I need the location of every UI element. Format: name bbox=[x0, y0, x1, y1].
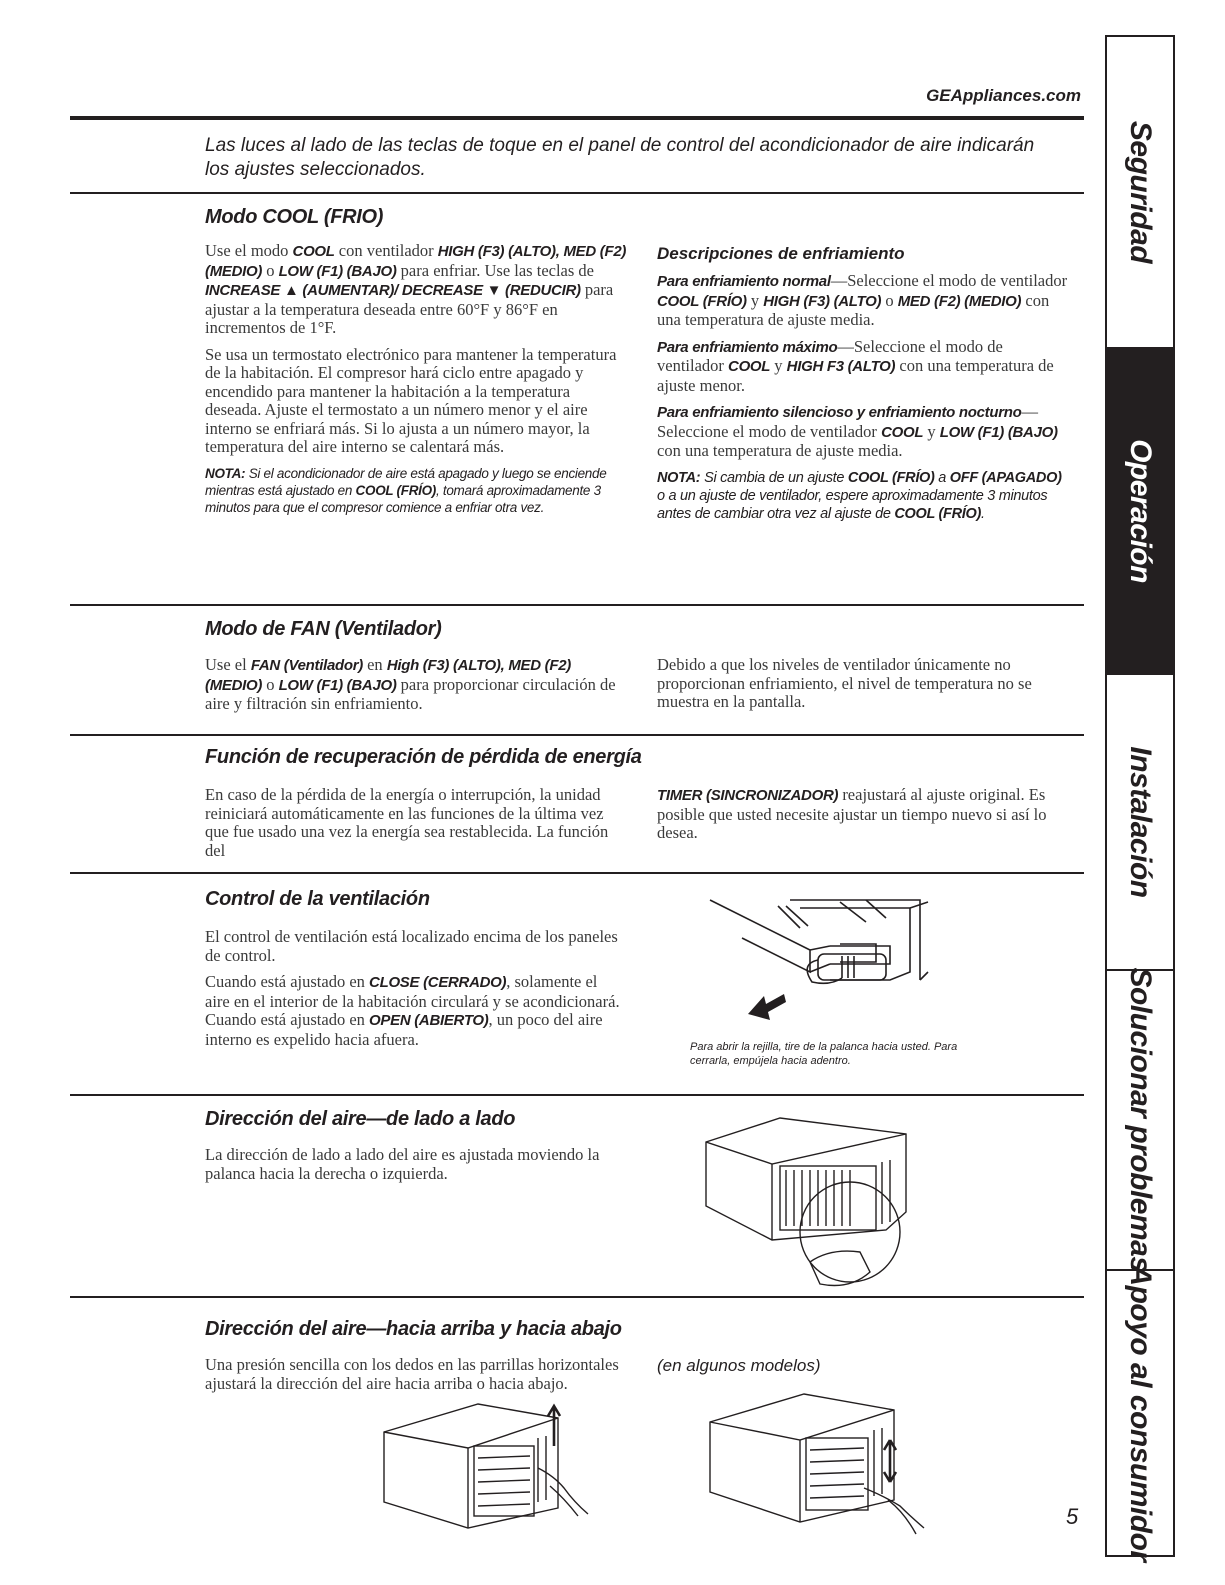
vent-lever-illustration bbox=[690, 886, 950, 1026]
ac-updown-illustration-2 bbox=[704, 1388, 934, 1538]
site-url: GEAppliances.com bbox=[926, 86, 1081, 105]
updown-body: Una presión sencilla con los dedos en las parrillas horizontales ajustará la dirección del aire hacia arriba o hacia abajo. bbox=[205, 1355, 619, 1393]
divider bbox=[70, 1094, 1084, 1096]
page-number: 5 bbox=[1066, 1504, 1079, 1529]
updown-title: Dirección del aire—hacia arriba y hacia abajo bbox=[205, 1318, 622, 1340]
intro-text: Las luces al lado de las teclas de toque en el panel de control del acondicionador de aire indicarán los ajustes seleccionados. bbox=[205, 135, 1035, 180]
divider bbox=[70, 1296, 1084, 1298]
descr-title: Descripciones de enfriamiento bbox=[657, 244, 905, 263]
side-body: La dirección de lado a lado del aire es ajustada moviendo la palanca hacia la derecha o izquierda. bbox=[205, 1145, 600, 1183]
vent-title: Control de la ventilación bbox=[205, 888, 430, 910]
fan-right: Debido a que los niveles de ventilador únicamente no proporcionan enfriamiento, el nivel de temperatura no se muestra en la pantalla. bbox=[657, 655, 1032, 711]
tab-seguridad[interactable]: Seguridad bbox=[1107, 37, 1173, 349]
ac-side-illustration bbox=[700, 1112, 920, 1302]
tab-apoyo-al-consumidor[interactable]: Apoyo al consumidor bbox=[1124, 1264, 1157, 1562]
power-title: Función de recuperación de pérdida de energía bbox=[205, 746, 642, 768]
models-note: (en algunos modelos) bbox=[657, 1356, 821, 1375]
divider bbox=[70, 604, 1084, 606]
cool-title: Modo COOL (FRIO) bbox=[205, 206, 384, 228]
vent-caption: Para abrir la rejilla, tire de la palanca hacia usted. Para cerrarla, empújela hacia adentro. bbox=[690, 1041, 958, 1067]
fan-title: Modo de FAN (Ventilador) bbox=[205, 618, 442, 640]
tab-instalacion[interactable]: Instalación bbox=[1107, 675, 1173, 971]
tab-solucionar-problemas[interactable]: Solucionar problemas bbox=[1107, 971, 1173, 1271]
divider bbox=[70, 734, 1084, 736]
cool-body: Use el modo COOL con ventilador HIGH (F3) (ALTO), MED (F2) (MEDIO) o LOW (F1) (BAJO) para enfriar. Use las teclas de INCREASE ▲ (AUMENTAR)/ DECREASE ▼ (REDUCIR) para ajustar a la temperatura deseada entre 60°F y 86°F en incrementos de 1°F. Se usa un termostato electrónico para mantener la temperatura de la habitación. El compresor hará ciclo entre apagado y encendido para mantener la habitación a la temperatura deseada. Ajuste el termostato a un número menor y el aire interno se enfriará más. Si lo ajusta a un número mayor, la temperatura del aire interno se calentará más. NOTA: Si el acondicionador de aire está apagado y luego se enciende mientras está ajustado en COOL (FRÍO), tomará aproximadamente 3 minutos para que el compresor comience a enfriar otra vez. bbox=[205, 241, 627, 515]
descr-body: Para enfriamiento normal—Seleccione el modo de ventilador COOL (FRÍO) y HIGH (F3) (ALTO) o MED (F2) (MEDIO) con una temperatura de ajuste media. Para enfriamiento máximo—Seleccione el modo de ventilador COOL y HIGH F3 (ALTO) con una temperatura de ajuste menor. Para enfriamiento silencioso y enfriamiento nocturno—Seleccione el modo de ventilador COOL y LOW (F1) (BAJO) con una temperatura de ajuste media. NOTA: Si cambia de un ajuste COOL (FRÍO) a OFF (APAGADO) o a un ajuste de ventilador, espere aproximadamente 3 minutos antes de cambiar otra vez al ajuste de COOL (FRÍO). bbox=[657, 271, 1068, 522]
fan-left: Use el FAN (Ventilador) en High (F3) (ALTO), MED (F2) (MEDIO) o LOW (F1) (BAJO) para proporcionar circulación de aire y filtración sin enfriamiento. bbox=[205, 655, 616, 713]
divider bbox=[70, 192, 1084, 194]
divider bbox=[70, 872, 1084, 874]
side-title: Dirección del aire—de lado a lado bbox=[205, 1108, 516, 1130]
tab-operacion[interactable]: Operación bbox=[1107, 349, 1173, 675]
power-left: En caso de la pérdida de la energía o interrupción, la unidad reiniciará automáticamente en las funciones de la última vez que fue usado una vez la energía sea restablecida. La función del bbox=[205, 785, 609, 860]
vent-body: El control de ventilación está localizado encima de los paneles de control. Cuando está ajustado en CLOSE (CERRADO), solamente el aire en el interior de la habitación circulará y se acondicionará. Cuando está ajustado en OPEN (ABIERTO), un poco del aire interno es expelido hacia afuera. bbox=[205, 927, 620, 1049]
section-tabs bbox=[1105, 35, 1175, 1562]
header-rule bbox=[70, 116, 1084, 120]
ac-updown-illustration-1 bbox=[378, 1398, 598, 1538]
power-right: TIMER (SINCRONIZADOR) reajustará al ajuste original. Es posible que usted necesite ajustar un tiempo nuevo si así lo desea. bbox=[657, 785, 1047, 842]
